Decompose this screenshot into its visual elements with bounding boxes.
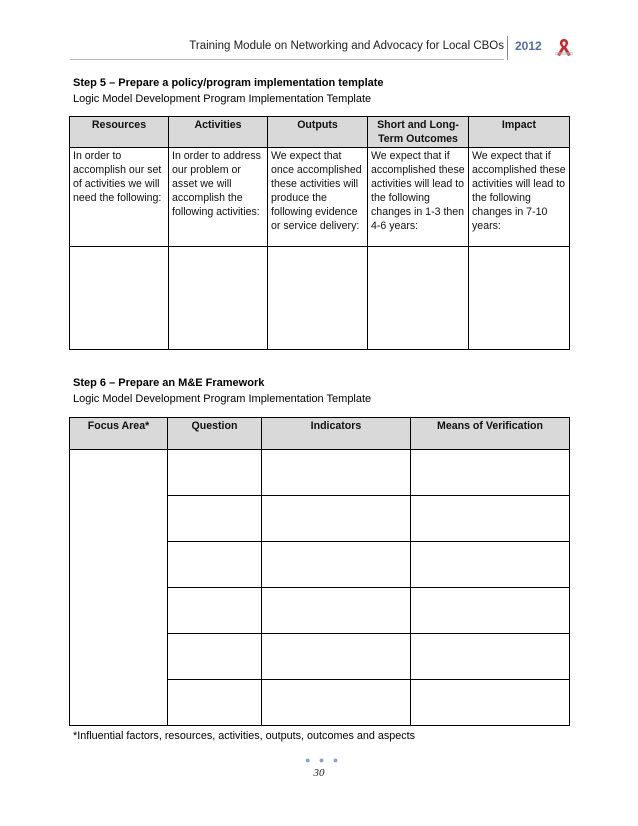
table-cell-empty[interactable] (168, 680, 262, 726)
table-cell-empty[interactable] (168, 542, 262, 588)
table-cell-empty[interactable] (262, 588, 411, 634)
step5-title: Step 5 – Prepare a policy/program implementation template (73, 77, 384, 89)
table-cell-empty[interactable] (411, 450, 570, 496)
table-cell-empty[interactable] (168, 588, 262, 634)
table-cell-empty[interactable] (262, 496, 411, 542)
table-cell-empty[interactable] (262, 680, 411, 726)
table-row (70, 247, 570, 350)
table-cell-empty[interactable] (70, 247, 169, 350)
header-rule (70, 59, 504, 60)
column-header-resources: Resources (70, 117, 169, 148)
header-title: Training Module on Networking and Advocacy for Local CBOs (189, 40, 504, 52)
table-cell: We expect that if accomplished these activities will lead to the following changes in 1-3 then 4-6 years: (368, 148, 469, 247)
column-header-outputs: Outputs (268, 117, 368, 148)
header-separator (507, 36, 508, 60)
table-cell: In order to address our problem or asset we will accomplish the following activities: (169, 148, 268, 247)
page-number: 30 (313, 767, 325, 779)
column-header-question: Question (168, 418, 262, 450)
table-cell-empty[interactable] (368, 247, 469, 350)
table-cell-empty[interactable] (411, 496, 570, 542)
column-header-focus-area: Focus Area* (70, 418, 168, 450)
table-cell-empty[interactable] (168, 496, 262, 542)
table-cell-empty[interactable] (268, 247, 368, 350)
footnote: *Influential factors, resources, activities, outputs, outcomes and aspects (73, 730, 416, 742)
table-cell: We expect that if accomplished these activities will lead to the following changes in 7-10 years: (469, 148, 570, 247)
step5-subtitle: Logic Model Development Program Implementation Template (73, 93, 372, 105)
column-header-activities: Activities (169, 117, 268, 148)
table-cell-empty[interactable] (411, 680, 570, 726)
table-cell: In order to accomplish our set of activities we will need the following: (70, 148, 169, 247)
footer-dots: ● ● ● (305, 755, 342, 765)
step6-title: Step 6 – Prepare an M&E Framework (73, 377, 265, 389)
column-header-outcomes: Short and Long-Term Outcomes (368, 117, 469, 148)
table-cell-empty[interactable] (411, 542, 570, 588)
table-cell-empty[interactable] (168, 450, 262, 496)
red-ribbon-logo-icon (553, 36, 575, 58)
table-cell-empty[interactable] (411, 634, 570, 680)
step6-table (69, 417, 570, 726)
table-row (70, 148, 570, 247)
table-cell-empty[interactable] (262, 450, 411, 496)
column-header-indicators: Indicators (262, 418, 411, 450)
step5-table (69, 116, 570, 350)
table-cell-empty[interactable] (262, 634, 411, 680)
table-cell-empty[interactable] (469, 247, 570, 350)
table-cell-empty[interactable] (262, 542, 411, 588)
focus-area-cell[interactable] (70, 450, 168, 726)
header-year: 2012 (515, 39, 542, 53)
table-cell-empty[interactable] (169, 247, 268, 350)
table-cell-empty[interactable] (168, 634, 262, 680)
column-header-means-of-verification: Means of Verification (411, 418, 570, 450)
table-cell: We expect that once accomplished these activities will produce the following evidence or service delivery: (268, 148, 368, 247)
column-header-impact: Impact (469, 117, 570, 148)
step6-subtitle: Logic Model Development Program Implementation Template (73, 393, 372, 405)
table-row (70, 450, 570, 496)
page-header (0, 36, 638, 58)
table-cell-empty[interactable] (411, 588, 570, 634)
